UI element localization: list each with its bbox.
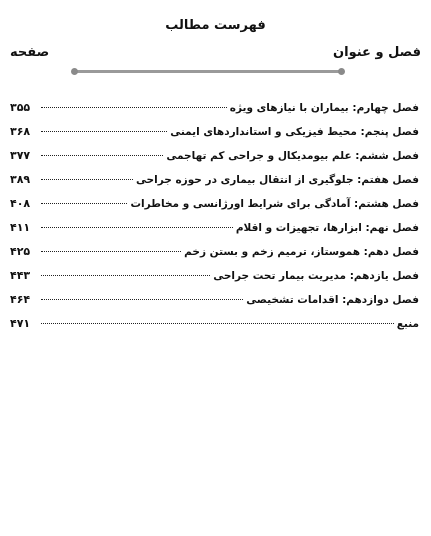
- dot-leader: [41, 155, 163, 156]
- page-number: ۴۲۵: [10, 245, 31, 258]
- page-number: ۳۶۸: [10, 125, 31, 138]
- toc-entry: [10, 192, 419, 216]
- dot-leader: [41, 203, 127, 204]
- chapter-title: فصل یازدهم: مدیریت بیمار تحت جراحی: [213, 270, 419, 282]
- chapter-title: فصل هشتم: آمادگی برای شرایط اورژانسی و مخاطرات: [130, 198, 419, 210]
- page-number: ۳۸۹: [10, 173, 31, 186]
- chapter-title: فصل ششم: علم بیومدیکال و جراحی کم تهاجمی: [166, 150, 419, 162]
- toc-entry: [10, 120, 419, 144]
- page-title: فهرست مطالب: [165, 18, 266, 33]
- toc-entry: [10, 312, 419, 336]
- toc-entry: [10, 168, 419, 192]
- dot-leader: [41, 299, 243, 300]
- chapter-title: فصل هفتم: جلوگیری از انتقال بیماری در حوزه جراحی: [135, 174, 419, 186]
- toc-entry: [10, 264, 419, 288]
- dot-leader: [41, 275, 210, 276]
- dot-leader: [41, 107, 227, 108]
- chapter-title: فصل نهم: ابزارها، تجهیزات و اقلام: [235, 222, 419, 234]
- chapter-title: فصل چهارم: بیماران با نیازهای ویژه: [229, 102, 419, 114]
- toc-entry: [10, 288, 419, 312]
- toc-entry: [10, 144, 419, 168]
- chapter-title: فصل پنجم: محیط فیزیکی و استانداردهای ایمنی: [170, 126, 419, 138]
- toc-entry: [10, 96, 419, 120]
- dot-leader: [41, 179, 133, 180]
- page-number: ۳۵۵: [10, 101, 31, 114]
- page-number: ۴۰۸: [10, 197, 31, 210]
- ornamental-divider: [74, 70, 342, 73]
- toc-list: [10, 96, 419, 336]
- dot-leader: [41, 251, 181, 252]
- page-number: ۴۱۱: [10, 221, 31, 234]
- page-number: ۴۶۴: [10, 293, 31, 306]
- toc-entry: [10, 240, 419, 264]
- chapter-column-header: فصل و عنوان: [333, 45, 421, 60]
- page-number: ۴۷۱: [10, 317, 31, 330]
- toc-entry: [10, 216, 419, 240]
- dot-leader: [41, 131, 167, 132]
- chapter-title: منبع: [396, 318, 419, 330]
- page-column-header: صفحه: [10, 45, 50, 60]
- chapter-title: فصل دوازدهم: اقدامات تشخیصی: [246, 294, 419, 306]
- page-number: ۴۴۳: [10, 269, 31, 282]
- dot-leader: [41, 323, 394, 324]
- dot-leader: [41, 227, 233, 228]
- chapter-title: فصل دهم: هموستاز، ترمیم زخم و بستن زخم: [184, 246, 419, 258]
- page-number: ۳۷۷: [10, 149, 31, 162]
